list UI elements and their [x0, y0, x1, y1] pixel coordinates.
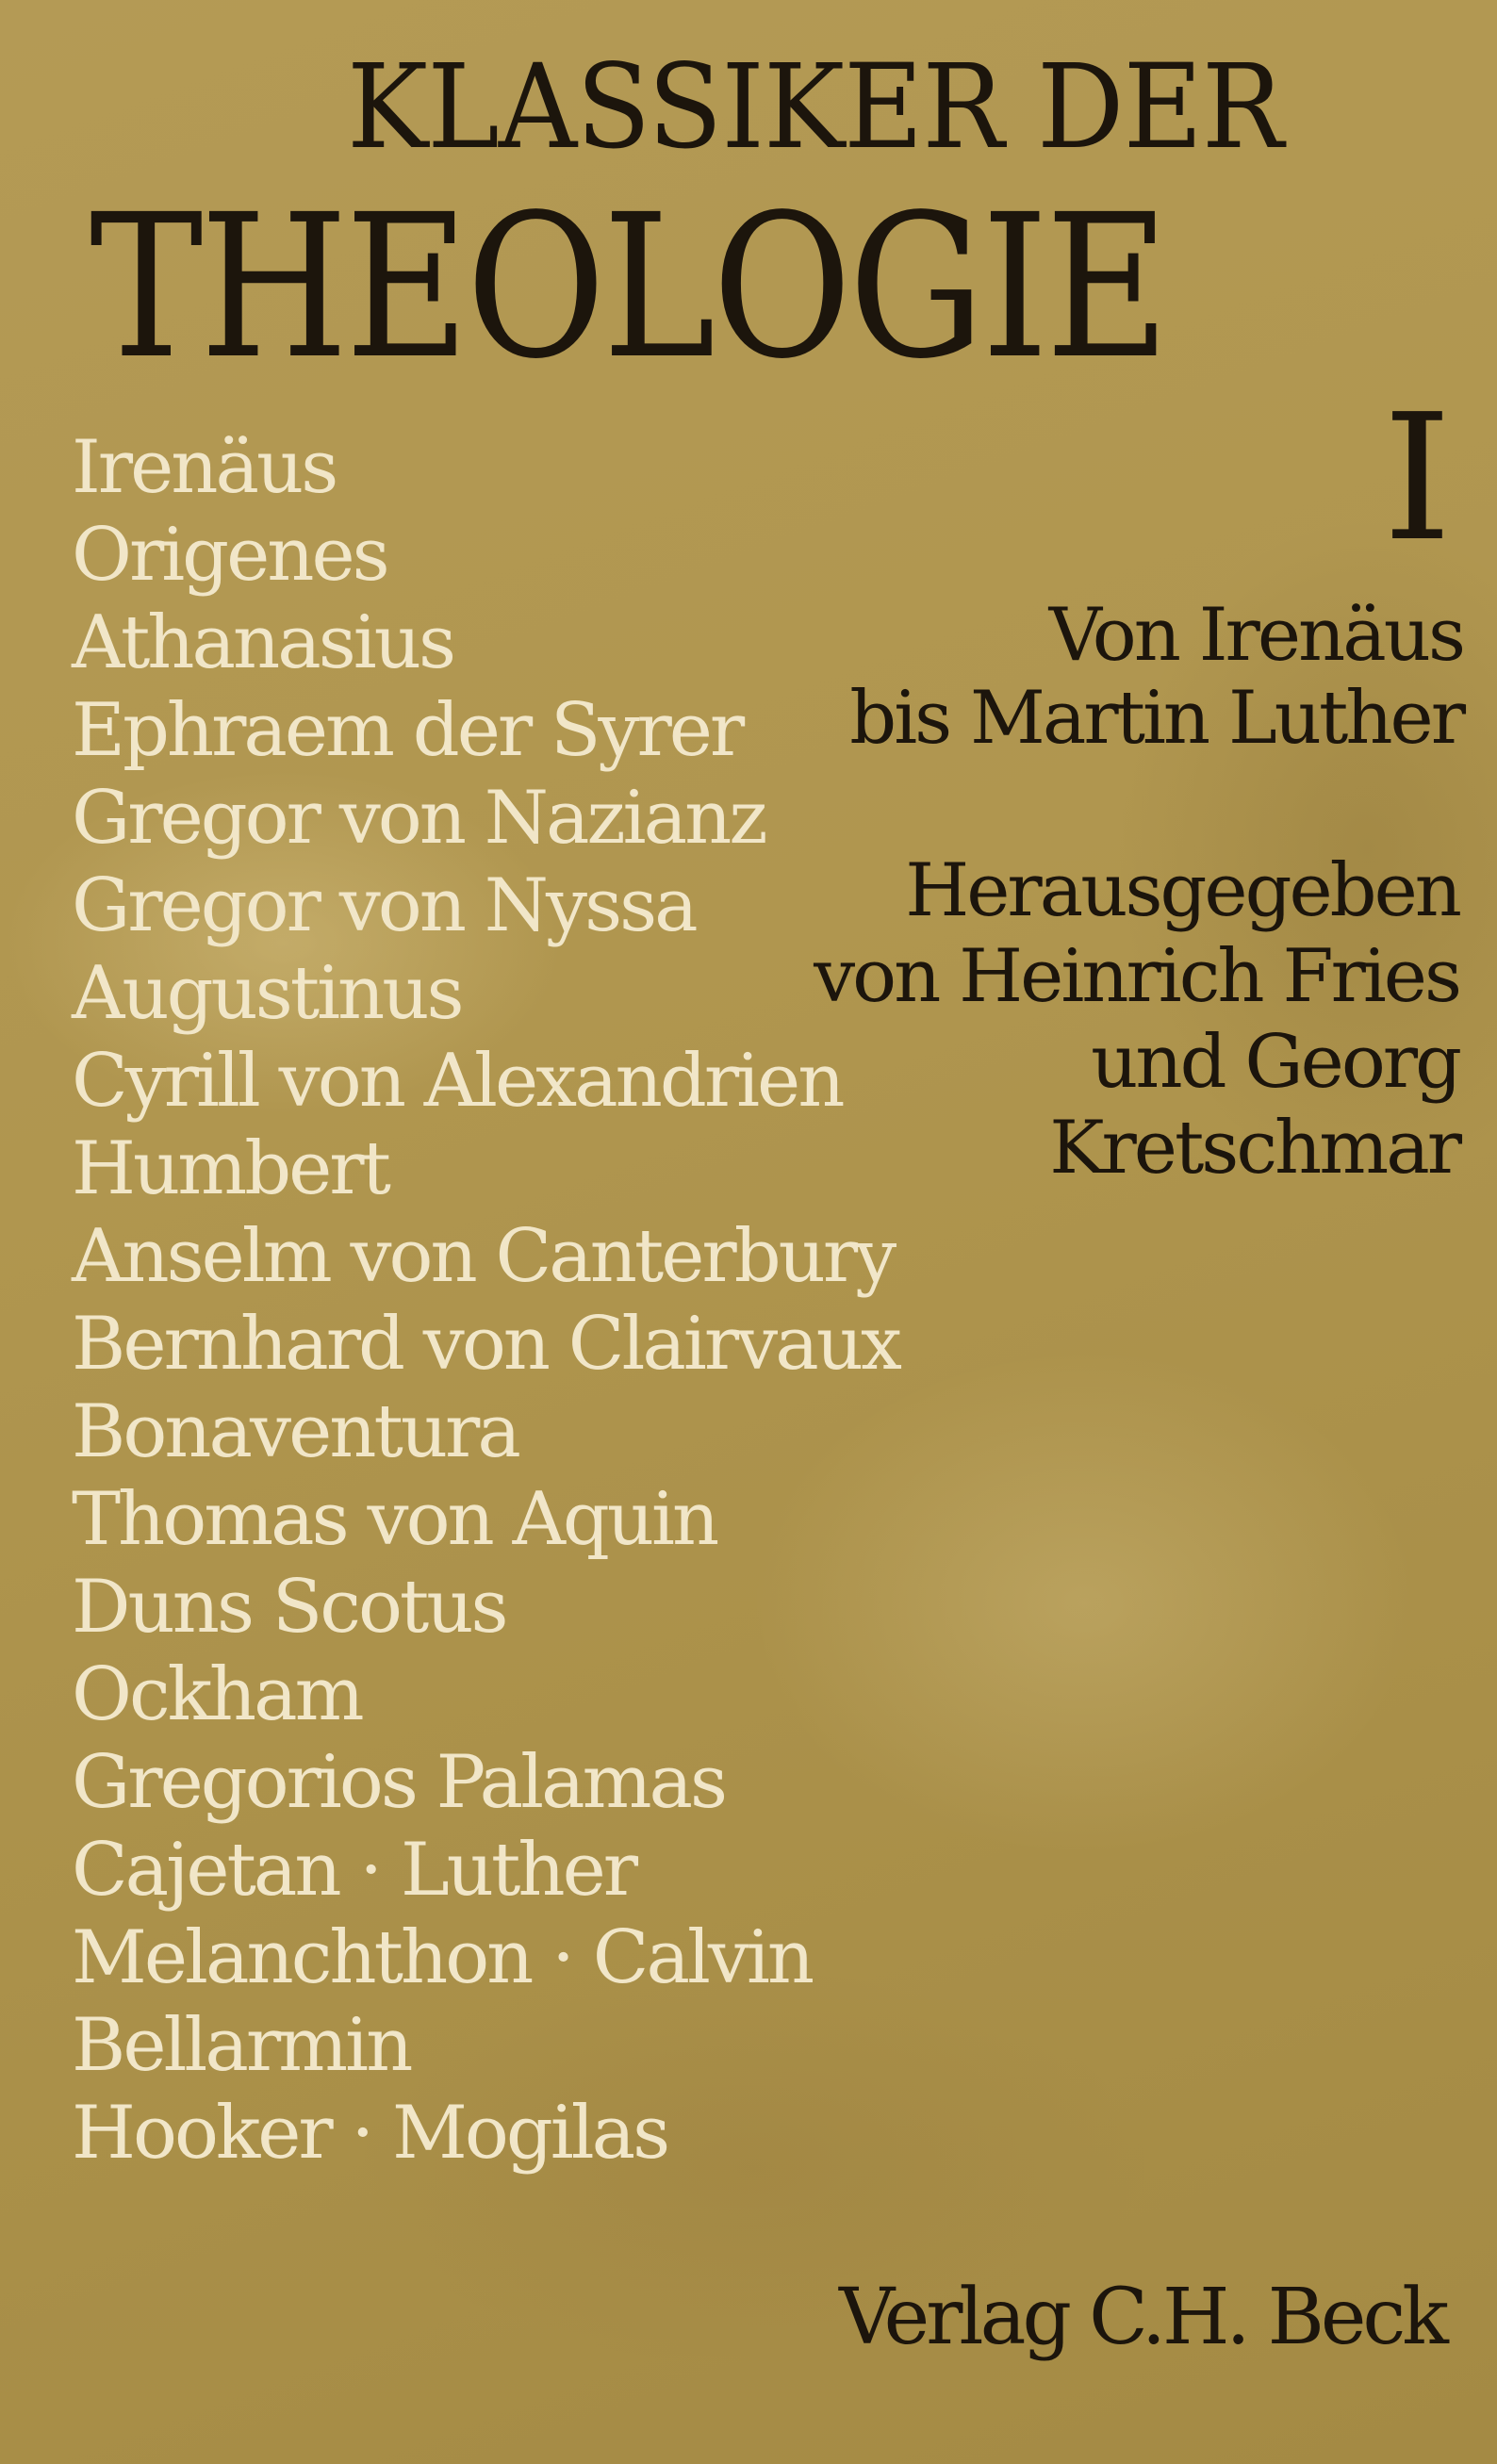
- author-item: Gregor von Nazianz: [72, 776, 765, 861]
- author-item: Ockham: [72, 1652, 362, 1737]
- editors-credit: [814, 848, 1459, 1191]
- editors-line1: Herausgegeben: [905, 848, 1459, 933]
- author-item: Melanchthon · Calvin: [72, 1915, 813, 2000]
- volume-number: I: [1382, 376, 1452, 580]
- editors-line2: von Heinrich Fries: [814, 934, 1459, 1019]
- editors-line4: Kretschmar: [1049, 1106, 1459, 1191]
- author-item: Ephraem der Syrer: [72, 688, 743, 773]
- author-item: Bellarmin: [72, 2003, 411, 2088]
- series-title-line2: THEOLOGIE: [90, 172, 1167, 402]
- author-item: Bonaventura: [72, 1389, 518, 1474]
- author-item: Cajetan · Luther: [72, 1828, 636, 1913]
- author-item: Anselm von Canterbury: [72, 1214, 895, 1299]
- subtitle: [849, 594, 1463, 760]
- editors-line3: und Georg: [1091, 1020, 1459, 1105]
- author-item: Augustinus: [72, 951, 462, 1036]
- author-item: Irenäus: [72, 425, 337, 510]
- author-list: [72, 424, 899, 2177]
- subtitle-line2: bis Martin Luther: [849, 676, 1463, 761]
- author-item: Gregor von Nyssa: [72, 863, 696, 948]
- author-item: Thomas von Aquin: [72, 1477, 717, 1562]
- author-item: Duns Scotus: [72, 1565, 506, 1650]
- author-item: Bernhard von Clairvaux: [72, 1302, 899, 1387]
- author-item: Gregorios Palamas: [72, 1740, 726, 1825]
- author-item: Humbert: [72, 1126, 388, 1211]
- author-item: Hooker · Mogilas: [72, 2091, 668, 2176]
- series-title-line1: KLASSIKER DER: [347, 40, 1283, 175]
- author-item: Cyrill von Alexandrien: [72, 1039, 843, 1124]
- subtitle-line1: Von Irenäus: [1048, 593, 1463, 678]
- author-item: Origenes: [72, 513, 387, 598]
- publisher-name: Verlag C.H. Beck: [838, 2273, 1445, 2362]
- author-item: Athanasius: [72, 600, 454, 685]
